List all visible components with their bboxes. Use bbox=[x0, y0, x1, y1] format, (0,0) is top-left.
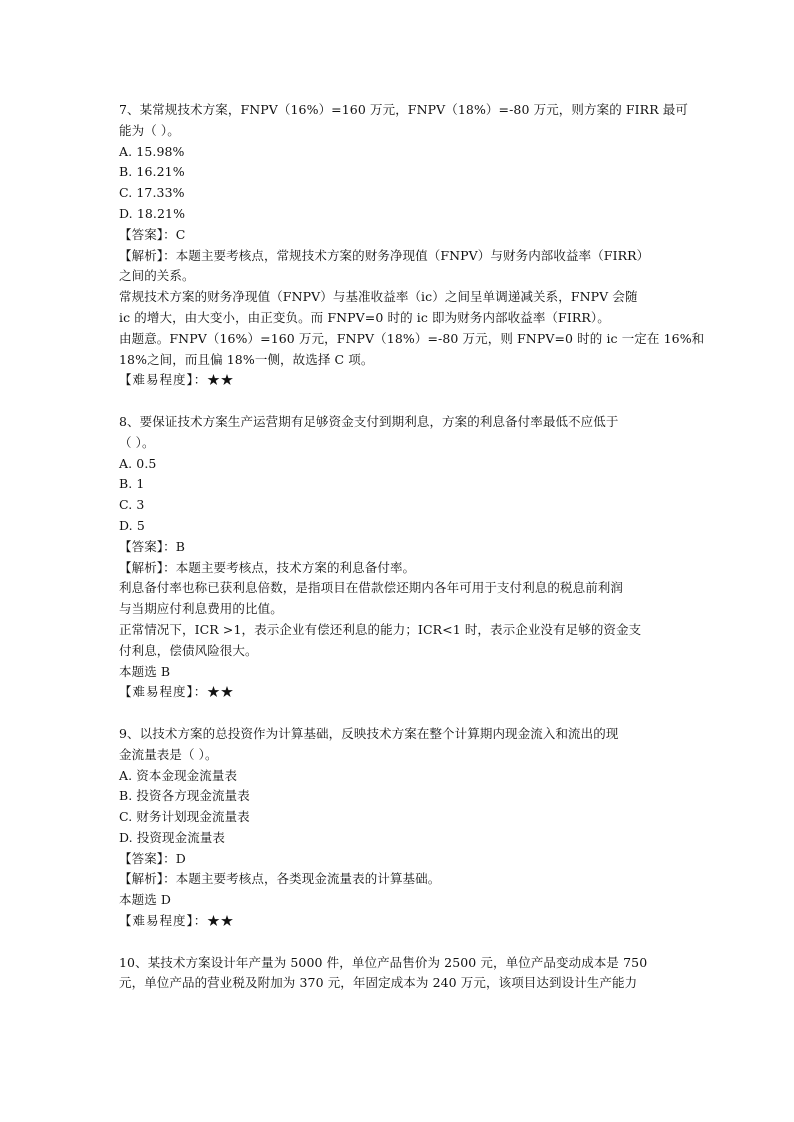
question-text: 能为（ ）。 bbox=[119, 122, 180, 138]
analysis: 本题选 D bbox=[119, 892, 171, 908]
question-text: 7、某常规技术方案，FNPV（16%）=160 万元，FNPV（18%）=-80 万元，则方案的 FIRR 最可 bbox=[119, 102, 688, 117]
question-text: 8、要保证技术方案生产运营期有足够资金支付到期利息，方案的利息备付率最低不应低于 bbox=[119, 413, 619, 429]
analysis: 之间的关系。 bbox=[119, 268, 195, 284]
option-a: A. 资本金现金流量表 bbox=[119, 767, 238, 783]
analysis: 付利息，偿债风险很大。 bbox=[119, 642, 258, 658]
answer: 【答案】：B bbox=[119, 538, 186, 554]
analysis: 常规技术方案的财务净现值（FNPV）与基准收益率（ic）之间呈单调递减关系，FNPV 会随 bbox=[119, 289, 638, 305]
analysis: 正常情况下，ICR >1，表示企业有偿还利息的能力；ICR<1 时，表示企业没有足够的资金支 bbox=[119, 621, 642, 637]
option-c: C. 3 bbox=[119, 497, 145, 513]
question-text: 金流量表是（ ）。 bbox=[119, 746, 218, 762]
option-d: D. 5 bbox=[119, 517, 145, 533]
difficulty: 【难易程度】：★★ bbox=[119, 684, 235, 700]
analysis: 18%之间，而且偏 18%一侧，故选择 C 项。 bbox=[119, 351, 374, 367]
option-d: D. 投资现金流量表 bbox=[119, 829, 226, 845]
difficulty: 【难易程度】：★★ bbox=[119, 913, 235, 929]
question-text: （ ）。 bbox=[119, 434, 155, 450]
option-b: B. 16.21% bbox=[119, 164, 185, 180]
analysis: 由题意。FNPV（16%）=160 万元，FNPV（18%）=-80 万元，则 FNPV=0 时的 ic 一定在 16%和 bbox=[119, 330, 705, 346]
answer: 【答案】：C bbox=[119, 226, 186, 242]
option-d: D. 18.21% bbox=[119, 205, 186, 221]
question-text: 元，单位产品的营业税及附加为 370 元，年固定成本为 240 万元，该项目达到设计生产能力 bbox=[119, 975, 638, 991]
difficulty: 【难易程度】：★★ bbox=[119, 372, 235, 388]
option-b: B. 1 bbox=[119, 476, 145, 492]
analysis: 【解析】：本题主要考核点，各类现金流量表的计算基础。 bbox=[119, 871, 441, 887]
analysis: 【解析】：本题主要考核点，常规技术方案的财务净现值（FNPV）与财务内部收益率（FIRR） bbox=[119, 247, 650, 263]
question-text: 10、某技术方案设计年产量为 5000 件，单位产品售价为 2500 元，单位产品变动成本是 750 bbox=[119, 954, 648, 970]
answer: 【答案】：D bbox=[119, 850, 186, 866]
analysis: 与当期应付利息费用的比值。 bbox=[119, 601, 283, 617]
question-8 bbox=[119, 412, 675, 703]
document-page bbox=[119, 100, 705, 994]
option-c: C. 财务计划现金流量表 bbox=[119, 809, 250, 825]
question-text: 9、以技术方案的总投资作为计算基础，反映技术方案在整个计算期内现金流入和流出的现 bbox=[119, 725, 619, 741]
question-7 bbox=[119, 100, 705, 391]
option-c: C. 17.33% bbox=[119, 185, 185, 201]
analysis: 利息备付率也称已获利息倍数，是指项目在借款偿还期内各年可用于支付利息的税息前利润 bbox=[119, 580, 624, 596]
option-a: A. 15.98% bbox=[119, 143, 185, 159]
option-b: B. 投资各方现金流量表 bbox=[119, 788, 250, 804]
analysis: ic 的增大，由大变小，由正变负。而 FNPV=0 时的 ic 即为财务内部收益率（FIRR）。 bbox=[119, 309, 610, 325]
option-a: A. 0.5 bbox=[119, 455, 157, 471]
analysis: 【解析】：本题主要考核点，技术方案的利息备付率。 bbox=[119, 559, 416, 575]
question-9 bbox=[119, 724, 675, 932]
question-10 bbox=[119, 953, 675, 995]
analysis: 本题选 B bbox=[119, 663, 171, 679]
